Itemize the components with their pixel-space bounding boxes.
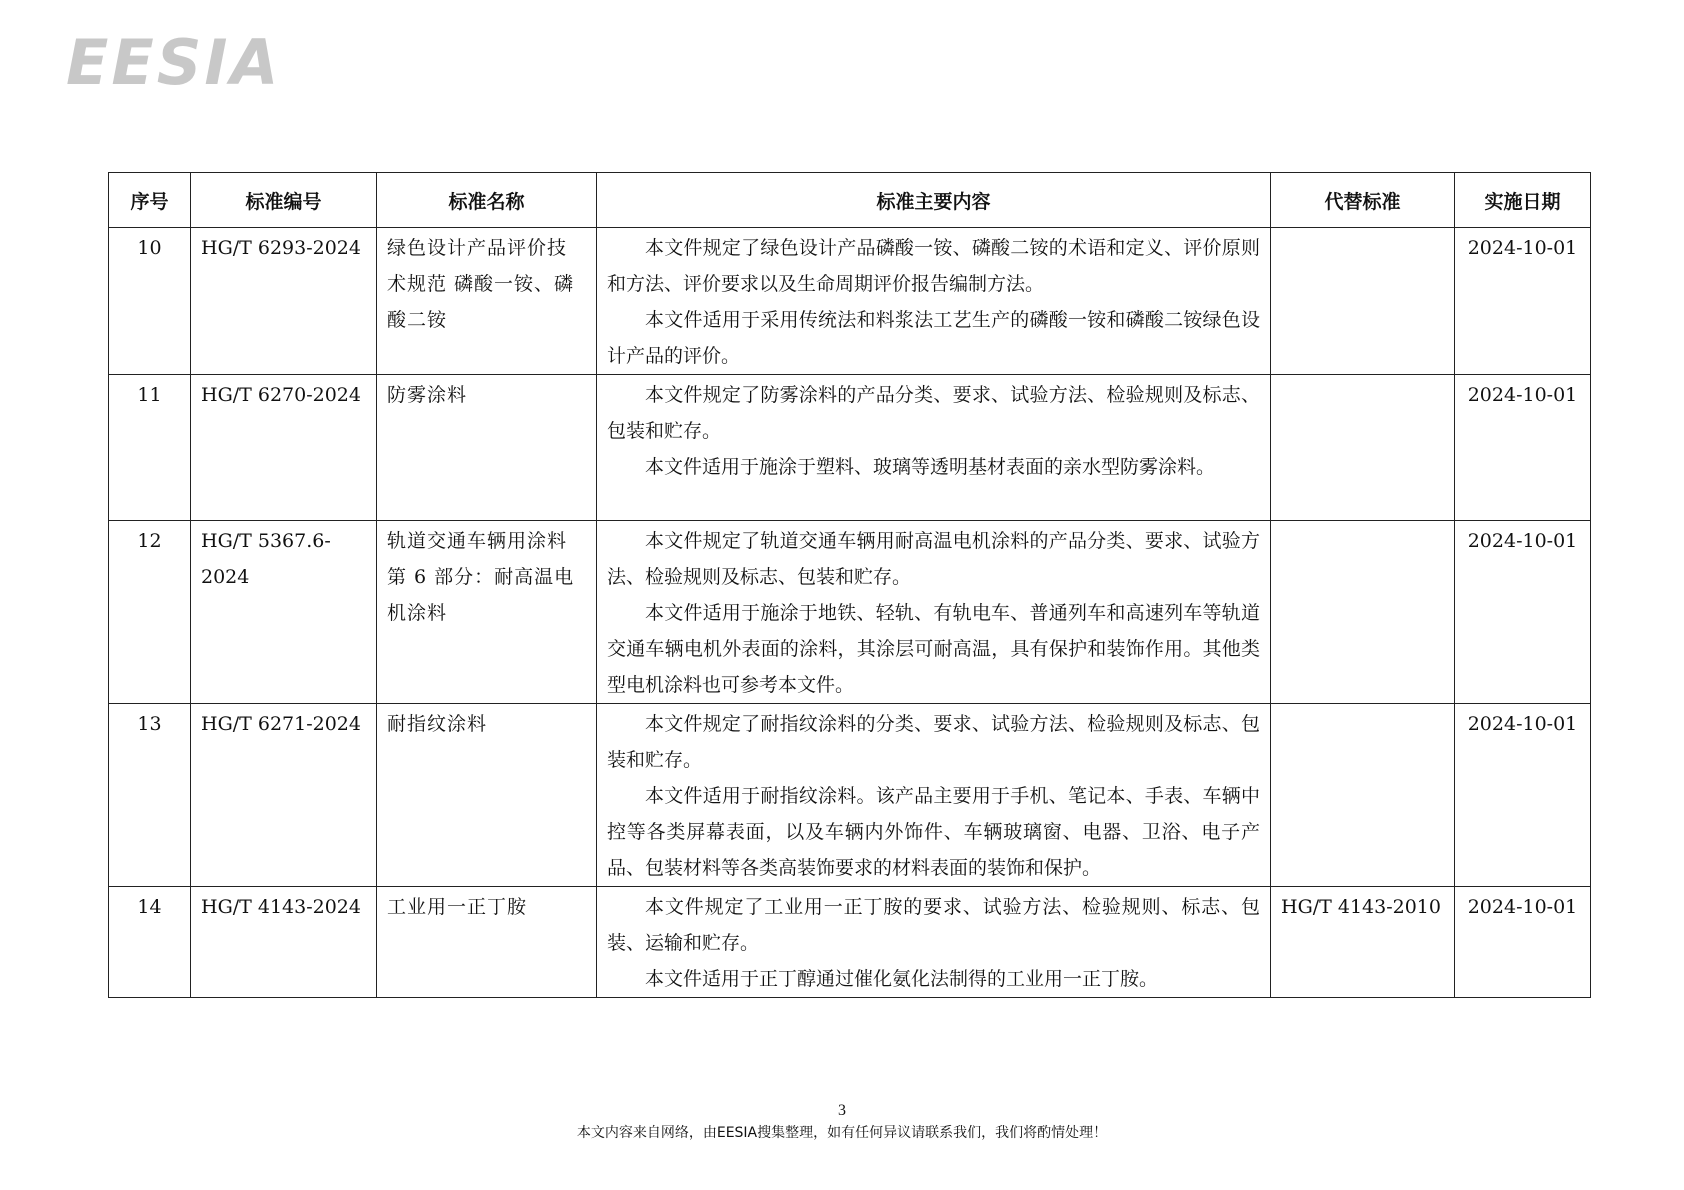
content-paragraph: 本文件规定了防雾涂料的产品分类、要求、试验方法、检验规则及标志、包装和贮存。 xyxy=(607,384,1260,442)
standard-content xyxy=(597,887,1271,998)
effective-date: 2024-10-01 xyxy=(1455,887,1591,998)
standard-code: HG/T 5367.6-2024 xyxy=(191,521,377,704)
content-paragraph: 本文件适用于耐指纹涂料。该产品主要用于手机、笔记本、手表、车辆中控等各类屏幕表面，以及车辆内外饰件、车辆玻璃窗、电器、卫浴、电子产品、包装材料等各类高装饰要求的材料表面的装饰和保护。 xyxy=(607,785,1260,879)
table-header-row xyxy=(109,173,1591,228)
standard-content xyxy=(597,228,1271,375)
content-paragraph: 本文件规定了轨道交通车辆用耐高温电机涂料的产品分类、要求、试验方法、检验规则及标志、包装和贮存。 xyxy=(607,530,1260,588)
replaced-standard xyxy=(1271,704,1455,887)
row-index: 13 xyxy=(109,704,191,887)
table-row xyxy=(109,887,1591,998)
page-number: 3 xyxy=(838,1102,846,1119)
header-date: 实施日期 xyxy=(1455,173,1591,228)
standard-code: HG/T 6271-2024 xyxy=(191,704,377,887)
standard-code: HG/T 4143-2024 xyxy=(191,887,377,998)
standard-code: HG/T 6270-2024 xyxy=(191,375,377,521)
content-paragraph: 本文件规定了工业用一正丁胺的要求、试验方法、检验规则、标志、包装、运输和贮存。 xyxy=(607,896,1260,954)
standard-content xyxy=(597,375,1271,521)
row-index: 14 xyxy=(109,887,191,998)
header-name: 标准名称 xyxy=(377,173,597,228)
standard-name: 绿色设计产品评价技术规范 磷酸一铵、磷酸二铵 xyxy=(377,228,597,375)
row-index: 10 xyxy=(109,228,191,375)
replaced-standard xyxy=(1271,521,1455,704)
standard-name: 耐指纹涂料 xyxy=(377,704,597,887)
content-paragraph: 本文件规定了耐指纹涂料的分类、要求、试验方法、检验规则及标志、包装和贮存。 xyxy=(607,713,1260,771)
header-index: 序号 xyxy=(109,173,191,228)
table-row xyxy=(109,704,1591,887)
content-paragraph: 本文件适用于施涂于地铁、轻轨、有轨电车、普通列车和高速列车等轨道交通车辆电机外表面的涂料，其涂层可耐高温，具有保护和装饰作用。其他类型电机涂料也可参考本文件。 xyxy=(607,602,1260,696)
replaced-standard xyxy=(1271,228,1455,375)
table-row xyxy=(109,521,1591,704)
standards-table xyxy=(108,172,1591,998)
header-replaces: 代替标准 xyxy=(1271,173,1455,228)
content-paragraph: 本文件适用于采用传统法和料浆法工艺生产的磷酸一铵和磷酸二铵绿色设计产品的评价。 xyxy=(607,309,1260,367)
header-content: 标准主要内容 xyxy=(597,173,1271,228)
standard-name: 轨道交通车辆用涂料 第 6 部分：耐高温电机涂料 xyxy=(377,521,597,704)
standard-name: 工业用一正丁胺 xyxy=(377,887,597,998)
footer-disclaimer: 本文内容来自网络，由EESIA搜集整理，如有任何异议请联系我们，我们将酌情处理！ xyxy=(576,1125,1108,1141)
replaced-standard xyxy=(1271,375,1455,521)
row-index: 12 xyxy=(109,521,191,704)
row-index: 11 xyxy=(109,375,191,521)
content-paragraph: 本文件适用于施涂于塑料、玻璃等透明基材表面的亲水型防雾涂料。 xyxy=(645,456,1216,478)
standard-content xyxy=(597,704,1271,887)
standard-code: HG/T 6293-2024 xyxy=(191,228,377,375)
content-paragraph: 本文件适用于正丁醇通过催化氨化法制得的工业用一正丁胺。 xyxy=(645,968,1159,990)
header-code: 标准编号 xyxy=(191,173,377,228)
effective-date: 2024-10-01 xyxy=(1455,228,1591,375)
eesia-logo: EESIA xyxy=(66,26,282,99)
table-row xyxy=(109,228,1591,375)
effective-date: 2024-10-01 xyxy=(1455,704,1591,887)
standard-name: 防雾涂料 xyxy=(377,375,597,521)
standard-content xyxy=(597,521,1271,704)
content-paragraph: 本文件规定了绿色设计产品磷酸一铵、磷酸二铵的术语和定义、评价原则和方法、评价要求以及生命周期评价报告编制方法。 xyxy=(607,237,1260,295)
table-row xyxy=(109,375,1591,521)
effective-date: 2024-10-01 xyxy=(1455,375,1591,521)
replaced-standard: HG/T 4143-2010 xyxy=(1271,887,1455,998)
effective-date: 2024-10-01 xyxy=(1455,521,1591,704)
